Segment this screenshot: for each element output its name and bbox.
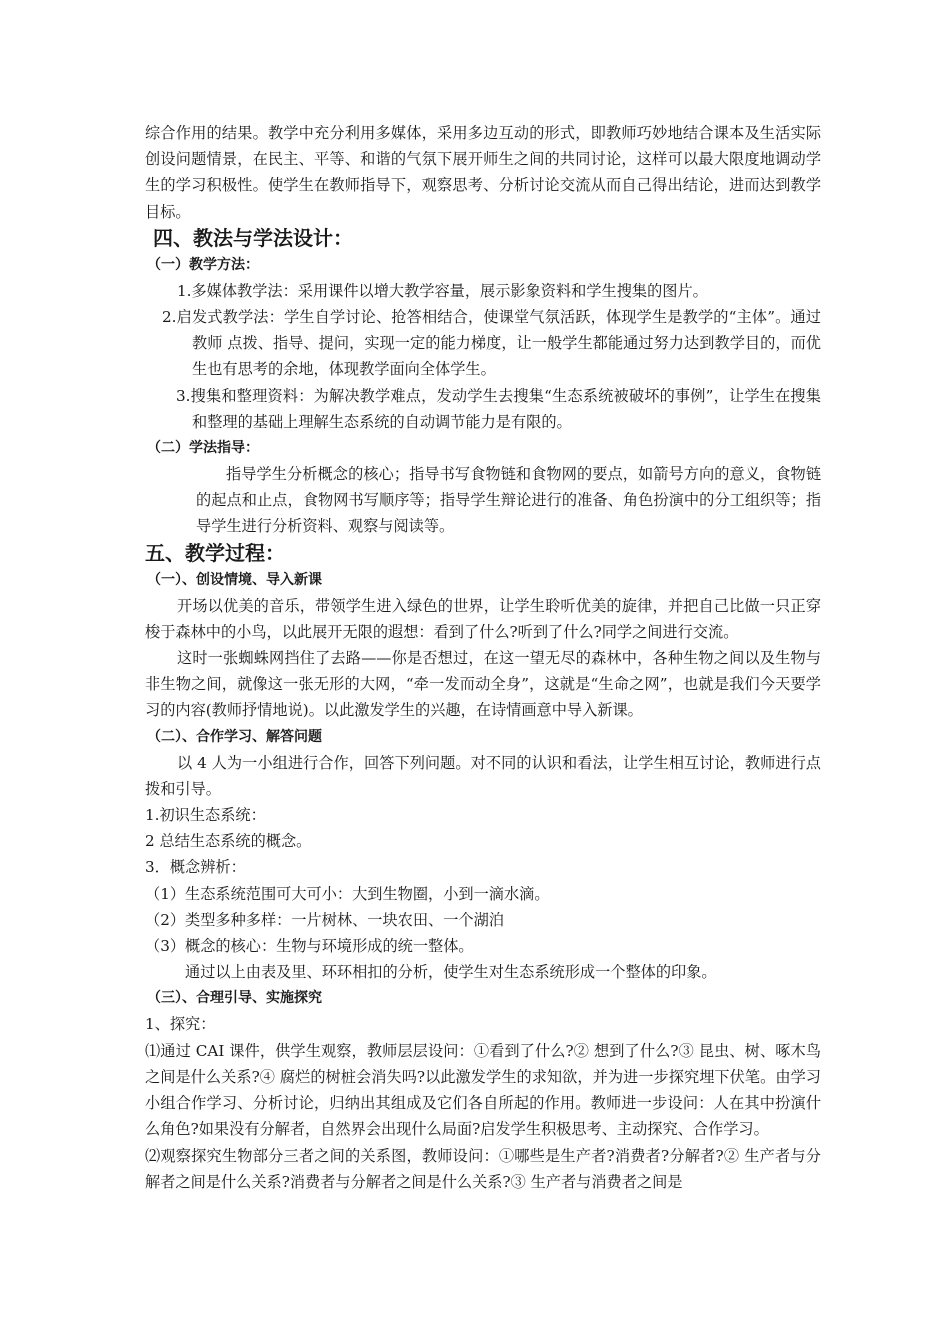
section-4-sub-1: （一）教学方法： (147, 256, 259, 273)
method-1: 1.多媒体教学法：采用课件以增大教学容量，展示影象资料和学生搜集的图片。 (177, 281, 708, 300)
list-item-5: （2）类型多种多样：一片树林、一块农田、一个湖泊 (145, 910, 504, 929)
document-page (145, 120, 821, 1195)
list-item-4: （1）生态系统范围可大可小：大到生物圈，小到一滴水滴。 (145, 884, 550, 903)
section-5-title: 五、教学过程： (145, 540, 285, 565)
explore-paragraph-2: ⑵观察探究生物部分三者之间的关系图，教师设问：①哪些是生产者?消费者?分解者?② 生产者与分解者之间是什么关系?消费者与分解者之间是什么关系?③ 生产者与消费者之间是 (145, 1146, 821, 1191)
intro-paragraph: 综合作用的结果。教学中充分利用多媒体，采用多边互动的形式，即教师巧妙地结合课本及生活实际创设问题情景，在民主、平等、和谐的气氛下展开师生之间的共同讨论，这样可以最大限度地调动学生的学习积极性。使学生在教师指导下，观察思考、分析讨论交流从而自己得出结论，进而达到教学目标。 (145, 124, 821, 221)
intro-scene-paragraph-1: 开场以优美的音乐，带领学生进入绿色的世界，让学生聆听优美的旋律，并把自己比做一只正穿梭于森林中的小鸟，以此展开无限的遐想：看到了什么?听到了什么?同学之间进行交流。 (145, 596, 821, 641)
explore-heading: 1、探究： (145, 1015, 216, 1034)
section-4-sub-2: （二）学法指导： (147, 440, 259, 457)
intro-scene-paragraph-2: 这时一张蜘蛛网挡住了去路——你是否想过，在这一望无尽的森林中，各种生物之间以及生物与非生物之间，就像这一张无形的大网，“牵一发而动全身”，这就是“生命之网”，也就是我们今天要学习的内容(教师抒情地说)。以此激发学生的兴趣，在诗情画意中导入新课。 (145, 649, 821, 720)
section-5-sub-2: （二）、合作学习、解答问题 (147, 728, 322, 745)
section-5-sub-3: （三）、合理引导、实施探究 (147, 990, 322, 1007)
list-item-3: 3．概念辨析： (145, 858, 246, 877)
list-item-6: （3）概念的核心：生物与环境形成的统一整体。 (145, 937, 474, 956)
list-item-2: 2 总结生态系统的概念。 (145, 832, 312, 851)
section-4-title: 四、教法与学法设计： (153, 225, 353, 250)
summary-paragraph: 通过以上由表及里、环环相扣的分析，使学生对生态系统形成一个整体的印象。 (185, 963, 717, 982)
list-item-1: 1.初识生态系统： (145, 806, 266, 825)
method-2: 2.启发式教学法：学生自学讨论、抢答相结合，使课堂气氛活跃，体现学生是教学的“主体”。通过教师 点拨、指导、提问，实现一定的能力梯度，让一般学生都能通过努力达到教学目的，而优生也有思考的余地，体现教学面向全体学生。 (162, 308, 821, 379)
study-guide: 指导学生分析概念的核心；指导书写食物链和食物网的要点，如箭号方向的意义，食物链的起点和止点，食物网书写顺序等；指导学生辩论进行的准备、角色扮演中的分工组织等；指导学生进行分析资料、观察与阅读等。 (196, 465, 821, 536)
explore-paragraph-1: ⑴通过 CAI 课件，供学生观察，教师层层设问：①看到了什么?② 想到了什么?③ 昆虫、树、啄木鸟之间是什么关系?④ 腐烂的树桩会消失吗?以此激发学生的求知欲，并为进一步探究埋下伏笔。由学习小组合作学习、分析讨论，归纳出其组成及它们各自所起的作用。教师进一步设问：人在其中扮演什么角色?如果没有分解者，自然界会出现什么局面?启发学生积极思考、主动探究、合作学习。 (145, 1041, 821, 1139)
section-5-sub-1: （一）、创设情境、导入新课 (147, 571, 322, 588)
method-3: 3.搜集和整理资料：为解决教学难点，发动学生去搜集“生态系统被破坏的事例”，让学生在搜集和整理的基础上理解生态系统的自动调节能力是有限的。 (176, 386, 821, 431)
cooperation-paragraph: 以 4 人为一小组进行合作，回答下列问题。对不同的认识和看法，让学生相互讨论，教师进行点拨和引导。 (145, 753, 821, 798)
